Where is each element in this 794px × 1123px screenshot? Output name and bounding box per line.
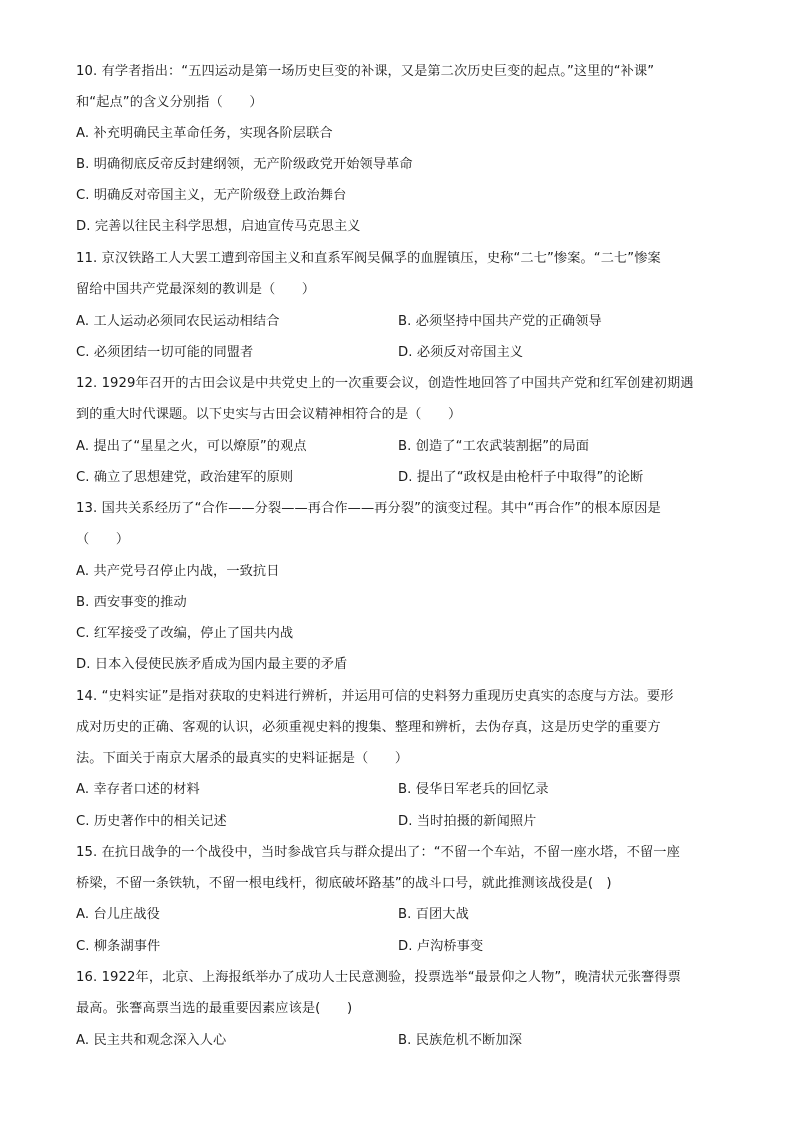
- q15-option-d: D. 卢沟桥事变: [398, 939, 484, 954]
- q16-stem-line2: 最高。张謇高票当选的最重要因素应该是( ): [76, 1001, 353, 1016]
- q13-option-a: A. 共产党号召停止内战，一致抗日: [76, 564, 280, 579]
- q10-stem-line2: 和“起点”的含义分别指（ ）: [76, 95, 263, 110]
- q10-option-a: A. 补充明确民主革命任务，实现各阶层联合: [76, 126, 333, 141]
- q13-option-d: D. 日本入侵使民族矛盾成为国内最主要的矛盾: [76, 657, 348, 672]
- q16-option-b: B. 民族危机不断加深: [398, 1033, 523, 1048]
- q14-option-a: A. 幸存者口述的材料: [76, 782, 200, 797]
- q13-option-b: B. 西安事变的推动: [76, 595, 187, 610]
- q10-stem-line1: 10. 有学者指出：“五四运动是第一场历史巨变的补课，又是第二次历史巨变的起点。”这里的“补课”: [76, 64, 655, 79]
- q11-option-c: C. 必须团结一切可能的同盟者: [76, 345, 254, 360]
- q14-stem-line2: 成对历史的正确、客观的认识，必须重视史料的搜集、整理和辨析，去伪存真，这是历史学的重要方: [76, 720, 661, 735]
- q15-stem-line1: 15. 在抗日战争的一个战役中，当时参战官兵与群众提出了：“不留一个车站，不留一座水塔，不留一座: [76, 845, 680, 860]
- q15-option-a: A. 台儿庄战役: [76, 907, 160, 922]
- q14-stem-line3: 法。下面关于南京大屠杀的最真实的史料证据是（ ）: [76, 751, 409, 766]
- q13-stem-line1: 13. 国共关系经历了“合作——分裂——再合作——再分裂”的演变过程。其中“再合作”的根本原因是: [76, 501, 661, 516]
- q14-option-d: D. 当时拍摄的新闻照片: [398, 814, 537, 829]
- q10-option-b: B. 明确彻底反帝反封建纲领，无产阶级政党开始领导革命: [76, 157, 413, 172]
- q12-stem-line1: 12. 1929年召开的古田会议是中共党史上的一次重要会议，创造性地回答了中国共产党和红军创建初期遇: [76, 376, 694, 391]
- q13-option-c: C. 红军接受了改编，停止了国共内战: [76, 626, 294, 641]
- q14-stem-line1: 14. “史料实证”是指对获取的史料进行辨析，并运用可信的史料努力重现历史真实的态度与方法。要形: [76, 689, 674, 704]
- q14-option-b: B. 侵华日军老兵的回忆录: [398, 782, 549, 797]
- q10-option-c: C. 明确反对帝国主义，无产阶级登上政治舞台: [76, 188, 347, 203]
- q11-option-b: B. 必须坚持中国共产党的正确领导: [398, 314, 602, 329]
- q16-stem-line1: 16. 1922年，北京、上海报纸举办了成功人士民意测验，投票选举“最景仰之人物”，晚清状元张謇得票: [76, 970, 681, 985]
- q11-option-d: D. 必须反对帝国主义: [398, 345, 524, 360]
- q12-option-b: B. 创造了“工农武装割据”的局面: [398, 439, 590, 454]
- q14-option-c: C. 历史著作中的相关记述: [76, 814, 227, 829]
- q11-stem-line1: 11. 京汉铁路工人大罢工遭到帝国主义和直系军阀吴佩孚的血腥镇压，史称“二七”惨案。“二七”惨案: [76, 251, 661, 266]
- q15-option-b: B. 百团大战: [398, 907, 469, 922]
- q11-stem-line2: 留给中国共产党最深刻的教训是（ ）: [76, 282, 316, 297]
- q12-stem-line2: 到的重大时代课题。以下史实与古田会议精神相符合的是（ ）: [76, 407, 462, 422]
- q13-stem-line2: （ ）: [76, 532, 130, 547]
- q15-option-c: C. 柳条湖事件: [76, 939, 161, 954]
- q10-option-d: D. 完善以往民主科学思想，启迪宣传马克思主义: [76, 219, 361, 234]
- q11-option-a: A. 工人运动必须同农民运动相结合: [76, 314, 280, 329]
- q15-stem-line2: 桥梁，不留一条铁轨，不留一根电线杆，彻底破坏路基”的战斗口号，就此推测该战役是( ): [76, 876, 612, 891]
- q16-option-a: A. 民主共和观念深入人心: [76, 1033, 227, 1048]
- q12-option-d: D. 提出了“政权是由枪杆子中取得”的论断: [398, 470, 644, 485]
- q12-option-a: A. 提出了“星星之火，可以燎原”的观点: [76, 439, 307, 454]
- q12-option-c: C. 确立了思想建党，政治建军的原则: [76, 470, 294, 485]
